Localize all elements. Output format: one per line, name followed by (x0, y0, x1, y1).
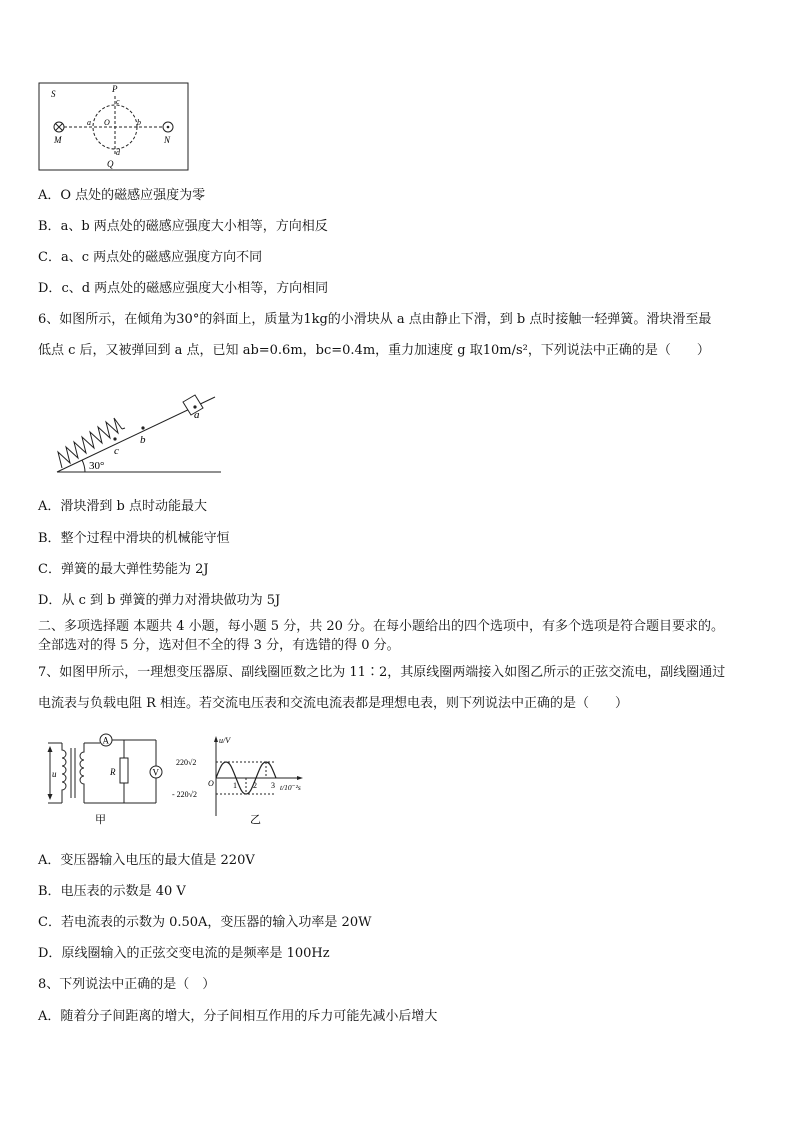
label-P: P (112, 84, 118, 94)
q7-option-b: B．电压表的示数是 40 V (38, 884, 186, 899)
label-a: a (87, 118, 91, 127)
q8-option-a: A．随着分子间距离的增大，分子间相互作用的斥力可能先减小后增大 (38, 1009, 438, 1024)
q6-option-b: B．整个过程中滑块的机械能守恒 (38, 531, 230, 546)
label-M: M (54, 135, 62, 145)
q6-stem-line2: 低点 c 后，又被弹回到 a 点，已知 ab=0.6m，bc=0.4m，重力加速度 g 取10m/s²，下列说法中正确的是（ ） (38, 343, 710, 358)
q6-option-c: C．弹簧的最大弹性势能为 2J (38, 562, 209, 577)
incline-spring-figure (45, 380, 225, 475)
q5-option-b: B．a、b 两点处的磁感应强度大小相等，方向相反 (38, 219, 328, 234)
label-O: O (104, 118, 110, 127)
label-V: V (152, 767, 159, 778)
q7-stem-line2: 电流表与负载电阻 R 相连。若交流电压表和交流电流表都是理想电表，则下列说法中正确的是（ ） (38, 696, 629, 711)
label-A: A (102, 735, 109, 746)
label-N: N (164, 135, 171, 145)
label-origin: O (208, 779, 214, 788)
transformer-circuit-figure (38, 728, 318, 828)
q5-option-c: C．a、c 两点处的磁感应强度方向不同 (38, 250, 263, 265)
section2-instruction-line2: 全部选对的得 5 分，选对但不全的得 3 分，有选错的得 0 分。 (38, 638, 400, 653)
label-R: R (110, 767, 116, 777)
tick-2: 2 (253, 781, 257, 790)
label-t-axis: t/10⁻²s (280, 783, 301, 792)
label-d: d (116, 148, 120, 157)
label-Q: Q (107, 159, 114, 169)
label-angle: 30° (89, 460, 105, 472)
q7-stem-line1: 7、如图甲所示，一理想变压器原、副线圈匝数之比为 11∶2，其原线圈两端接入如图乙所示的正弦交流电，副线圈通过 (38, 665, 726, 680)
label-yi: 乙 (250, 814, 261, 826)
q7-option-c: C．若电流表的示数为 0.50A，变压器的输入功率是 20W (38, 915, 372, 930)
label-c: c (116, 97, 120, 106)
label-b: b (140, 434, 146, 446)
label-pos-peak: 220√2 (176, 758, 197, 767)
label-c: c (114, 445, 119, 457)
q5-option-a: A．O 点处的磁感应强度为零 (38, 188, 206, 203)
q6-option-d: D．从 c 到 b 弹簧的弹力对滑块做功为 5J (38, 593, 281, 608)
label-neg-peak: - 220√2 (172, 790, 198, 799)
tick-3: 3 (271, 781, 275, 790)
label-jia: 甲 (95, 814, 106, 826)
label-S: S (51, 89, 56, 99)
q6-stem-line1: 6、如图所示，在倾角为30°的斜面上，质量为1kg的小滑块从 a 点由静止下滑，到 b 点时接触一轻弹簧。滑块滑至最 (38, 312, 712, 327)
resistor (120, 758, 128, 783)
label-a: a (194, 409, 200, 421)
q6-option-a: A．滑块滑到 b 点时动能最大 (38, 499, 207, 514)
label-u-axis: u/V (219, 736, 231, 745)
q5-option-d: D．c、d 两点处的磁感应强度大小相等，方向相同 (38, 281, 329, 296)
section2-instruction-line1: 二、多项选择题 本题共 4 小题，每小题 5 分，共 20 分。在每小题给出的四个选项中，有多个选项是符合题目要求的。 (38, 619, 725, 634)
q7-option-a: A．变压器输入电压的最大值是 220V (38, 853, 255, 868)
label-u: u (52, 769, 57, 779)
magnetic-field-figure (38, 82, 190, 172)
q8-stem: 8、下列说法中正确的是（ ） (38, 977, 216, 992)
tick-1: 1 (233, 781, 237, 790)
q7-option-d: D．原线圈输入的正弦交变电流的是频率是 100Hz (38, 946, 330, 961)
label-b: b (137, 118, 141, 127)
